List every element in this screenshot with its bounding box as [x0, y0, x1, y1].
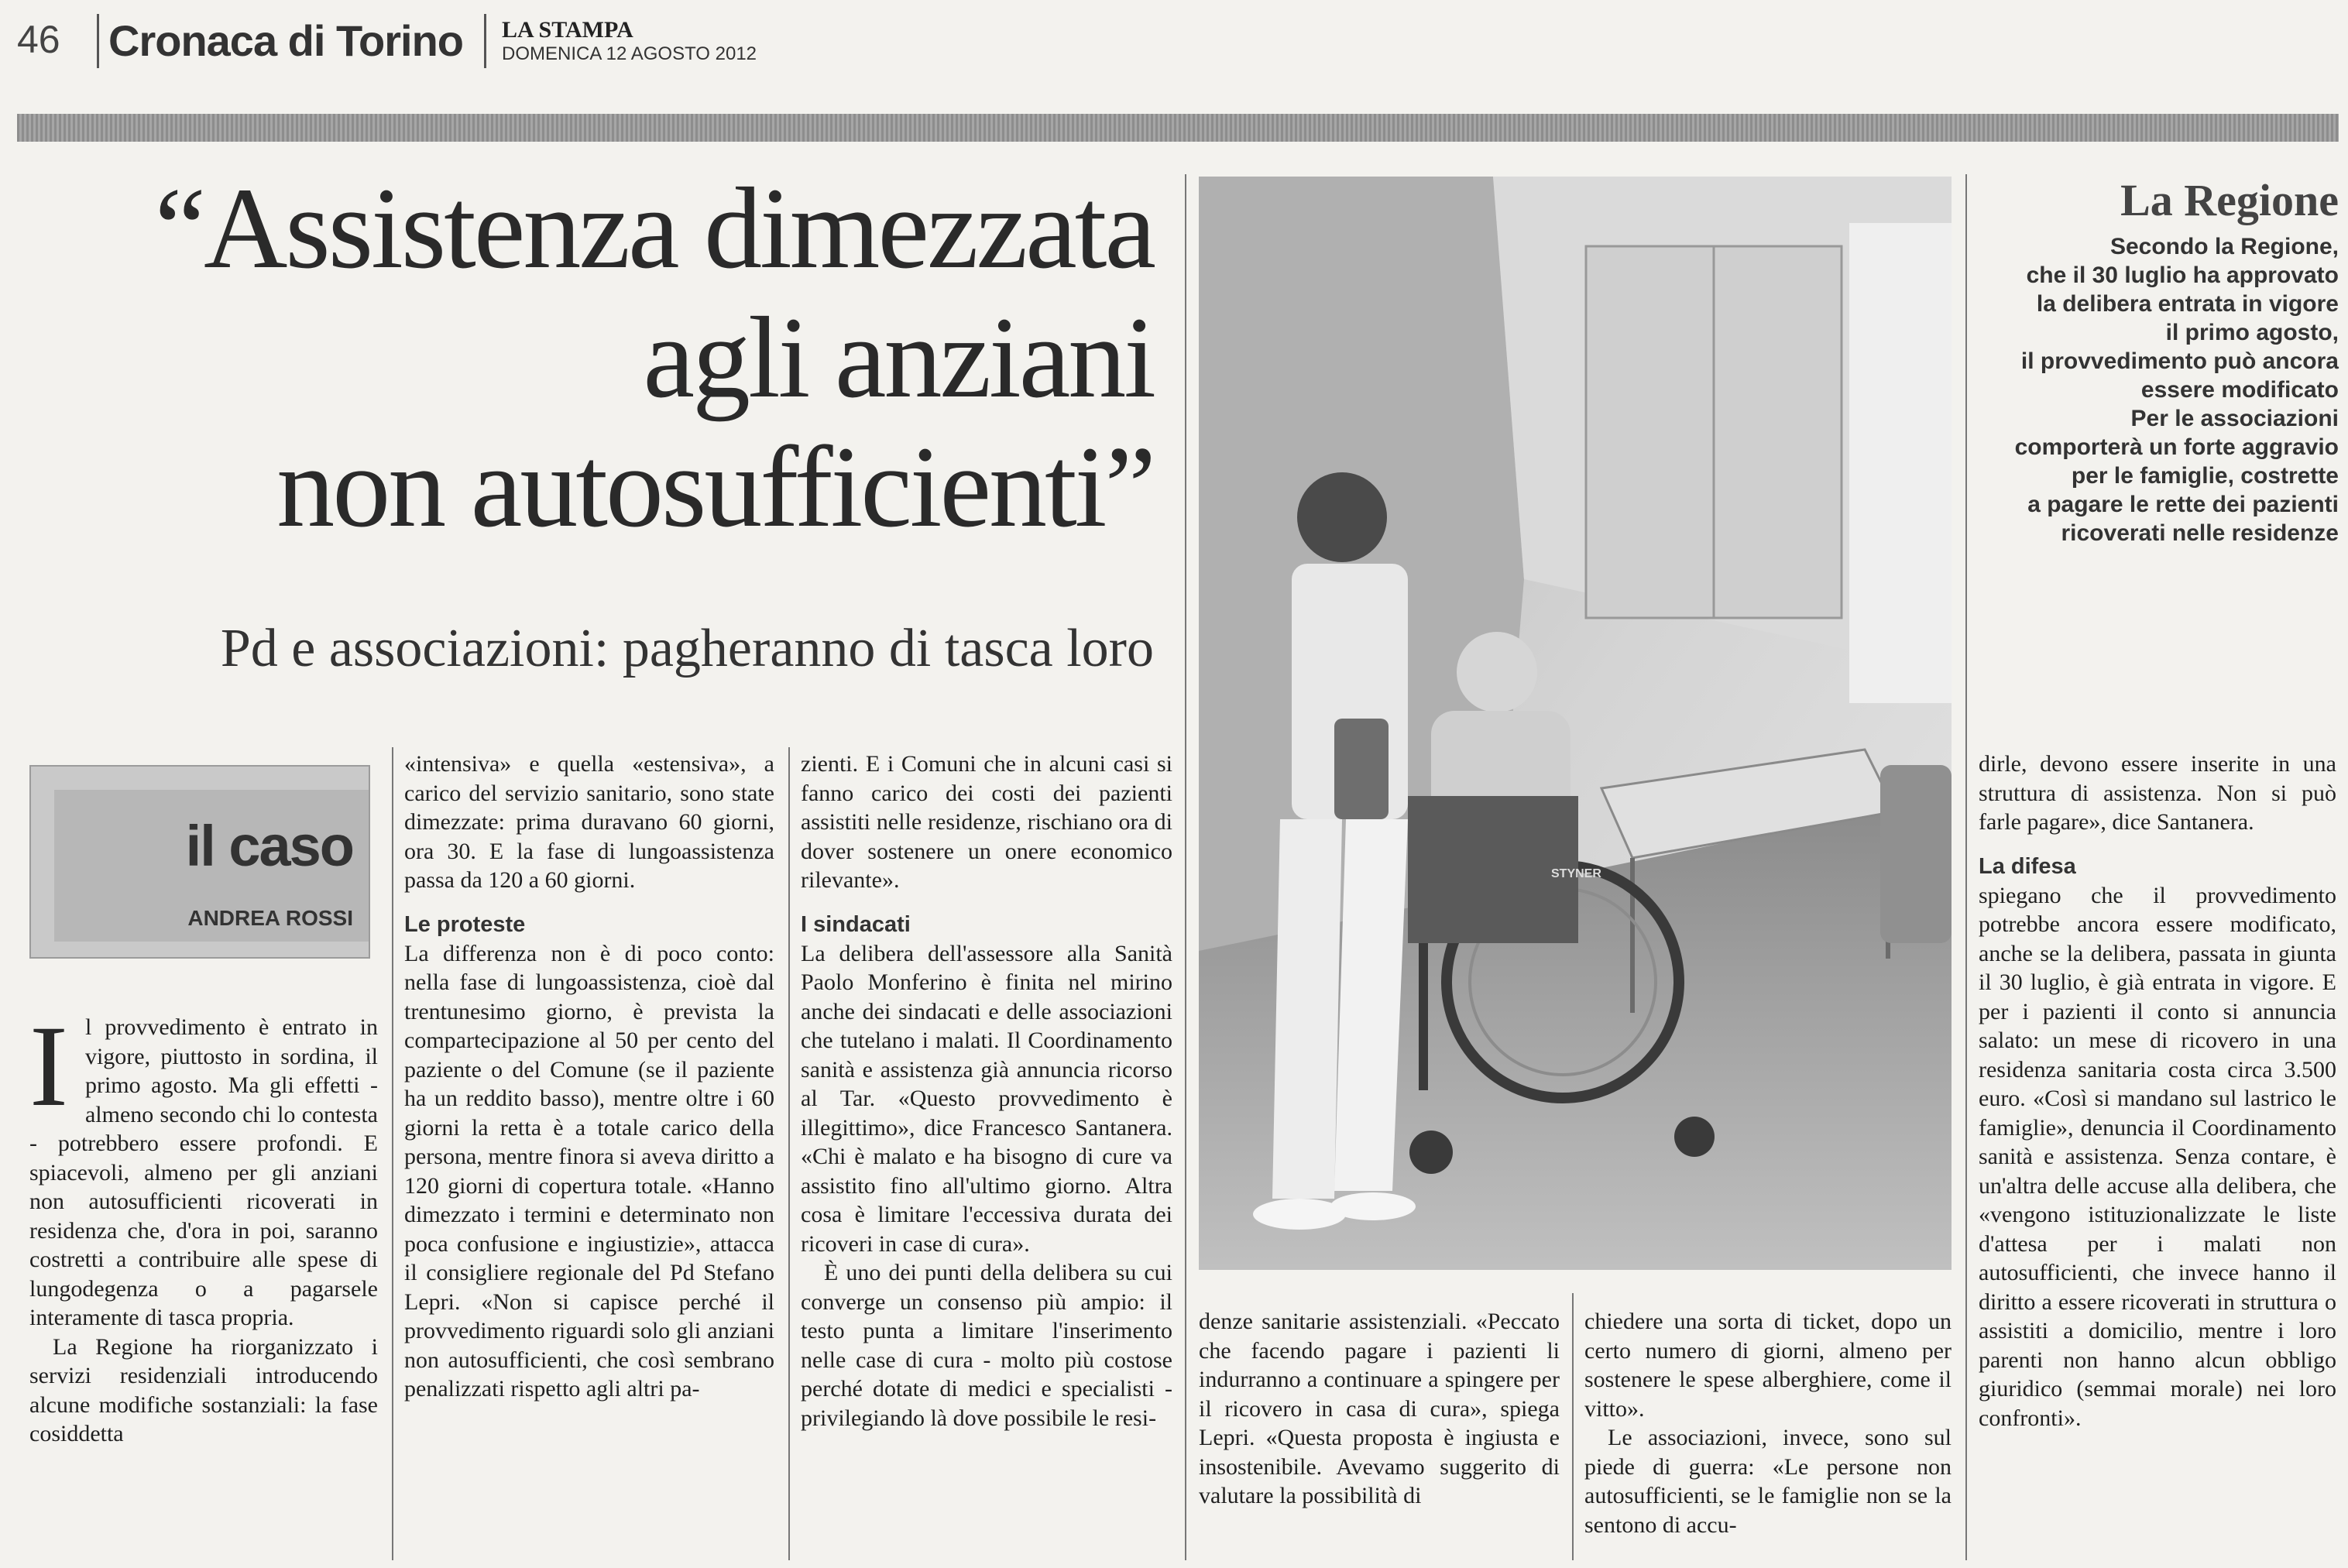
article-paragraph: spiegano che il provvedimento potrebbe ancora essere modificato, anche se la delibera, passata in giunta il 30 luglio, è già entrata in vigore. E per i pazienti il conto si annuncia salato: un mese di ricovero in una residenza sanitaria costa circa 3.500 euro. «Così si mandano sul lastrico le famiglie», denuncia il Coordinamento sanità e assistenza. Senza contare, è un'altra delle accuse alla delibera, che «vengono istituzionalizzate le liste d'attesa per i malati non autosufficienti, che invece hanno il diritto a essere ricoverati in struttura o assistiti a domicilio, mentre i loro parenti non hanno alcun obbligo giuridico (semmai morale) nei loro confronti».: [1979, 882, 2336, 1431]
sidebar-line: a pagare le rette dei pazienti: [2027, 492, 2339, 517]
sidebar-line: Secondo la Regione,: [2109, 234, 2339, 259]
article-paragraph: chiedere una sorta di ticket, dopo un certo numero di giorni, almeno per sostenere le spese alberghiere, come il vitto».: [1584, 1309, 1952, 1422]
article-photo: [1199, 177, 1952, 1270]
column-rule: [1185, 174, 1186, 1560]
section-title: Cronaca di Torino: [108, 16, 463, 65]
article-column-1: [29, 1002, 378, 1449]
top-band: [17, 114, 2339, 142]
subheading-le-proteste: Le proteste: [404, 911, 526, 937]
article-paragraph: La differenza non è di poco conto: nella fase di lungoassistenza, cioè dal trentunesimo giorno, è prevista la compartecipazione al 50 per cento del paziente o del Comune (se il paziente ha un reddito basso), mentre oltre i 60 giorni la retta è a totale carico della persona, mentre finora si aveva diritto a 120 giorni di copertura totale. «Hanno dimezzato i termini e determinato non poca confusione e ingiustizie», attacca il consigliere regionale del Pd Stefano Lepri. «Non si capisce perché il provvedimento riguardi solo gli anziani non autosufficienti, che così sembrano penalizzati rispetto agli altri pa-: [404, 940, 774, 1402]
sidebar-title: La Regione: [2120, 175, 2339, 225]
column-rule: [1572, 1293, 1574, 1560]
article-column-3: [801, 750, 1172, 1432]
column-rule: [392, 747, 393, 1560]
article-paragraph: zienti. E i Comuni che in alcuni casi si fanno carico dei costi dei pazienti assistiti nelle residenze, rischiano ora di dover sostenere un onere economico rilevante».: [801, 751, 1172, 893]
sidebar-line: per le famiglie, costrette: [2071, 463, 2339, 489]
sidebar-line: il primo agosto,: [2165, 320, 2339, 345]
subheadline: Pd e associazioni: pagheranno di tasca loro: [220, 619, 1154, 678]
drop-cap: I: [29, 1002, 68, 1131]
header-divider: [97, 14, 99, 68]
il-caso-label: il caso: [185, 814, 353, 878]
article-paragraph: La Regione ha riorganizzato i servizi residenziali introducendo alcune modifiche sostanziali: la fase cosiddetta: [29, 1333, 378, 1446]
photo-nurse-wheelchair: [1199, 177, 1952, 1270]
subheading-i-sindacati: I sindacati: [801, 911, 911, 937]
sidebar-line: essere modificato: [2140, 377, 2339, 403]
sidebar-line: il provvedimento può ancora: [2020, 348, 2339, 374]
newspaper-logo: LA STAMPA: [502, 17, 633, 43]
sidebar-line: ricoverati nelle residenze: [2061, 520, 2339, 546]
headline: [46, 164, 1154, 552]
article-paragraph: La delibera dell'assessore alla Sanità Paolo Monferino è finita nel mirino anche dei sindacati e delle associazioni che tutelano i malati. Il Coordinamento sanità e assistenza già annuncia ricorso al Tar. «Questo provvedimento è illegittimo», dice Francesco Santanera. «Chi è malato e ha bisogno di cure va assistito fino all'ultimo giorno. Altra cosa è limitare l'eccessiva durata dei ricoveri in case di cura».: [801, 940, 1172, 1257]
article-column-4: [1199, 1307, 1560, 1511]
page-number: 46: [17, 18, 60, 61]
sidebar-line: la delibera entrata in vigore: [2036, 291, 2339, 317]
sidebar-line: comporterà un forte aggravio: [2014, 434, 2339, 460]
sidebar-line: che il 30 luglio ha approvato: [2026, 262, 2339, 288]
article-column-2: [404, 750, 774, 1404]
issue-date: DOMENICA 12 AGOSTO 2012: [502, 43, 757, 64]
sidebar-summary: [1967, 232, 2339, 547]
article-paragraph: È uno dei punti della delibera su cui converge un consenso più ampio: il testo punta a limitare l'inserimento nelle case di cura - molto più costose perché dotate di medici e specialisti - privilegiando là dove possibile le resi-: [801, 1260, 1172, 1431]
wheelchair-brand-label: STYNER: [1551, 867, 1601, 880]
subheading-la-difesa: La difesa: [1979, 853, 2076, 879]
il-caso-box: [29, 765, 370, 959]
article-paragraph: «intensiva» e quella «estensiva», a carico del servizio sanitario, sono state dimezzate: prima duravano 60 giorni, ora 30. E la fase di lungoassistenza passa da 120 a 60 giorni.: [404, 751, 774, 893]
headline-line: non autosufficienti”: [276, 423, 1154, 551]
headline-line: agli anziani: [643, 293, 1154, 422]
column-rule: [788, 747, 790, 1560]
headline-line: “Assistenza dimezzata: [154, 164, 1154, 293]
article-column-5: [1584, 1307, 1952, 1539]
article-paragraph: Il provvedimento è entrato in vigore, piuttosto in sordina, il primo agosto. Ma gli effetti - almeno secondo chi lo contesta - potrebbero essere profondi. E spiacevoli, almeno per gli anziani non autosufficienti ricoverati in residenza che, d'ora in poi, saranno costretti a contribuire alle spese di lungodegenza o a pagarsele interamente di tasca propria.: [29, 1002, 378, 1330]
il-caso-panel: [54, 790, 369, 942]
header-divider: [484, 14, 486, 68]
author-byline: ANDREA ROSSI: [187, 906, 353, 930]
article-paragraph: Le associazioni, invece, sono sul piede di guerra: «Le persone non autosufficienti, se le famiglie non se la sentono di accu-: [1584, 1425, 1952, 1538]
article-paragraph: dirle, devono essere inserite in una struttura di assistenza. Non si può farle pagare», dice Santanera.: [1979, 751, 2336, 835]
article-column-6: [1979, 750, 2336, 1432]
sidebar-line: Per le associazioni: [2130, 406, 2339, 431]
article-paragraph: denze sanitarie assistenziali. «Peccato che facendo pagare i pazienti li indurranno a continuare a spingere per il ricovero in casa di cura», spiega Lepri. «Questa proposta è ingiusta e insostenibile. Avevamo suggerito di valutare la possibilità di: [1199, 1309, 1560, 1508]
